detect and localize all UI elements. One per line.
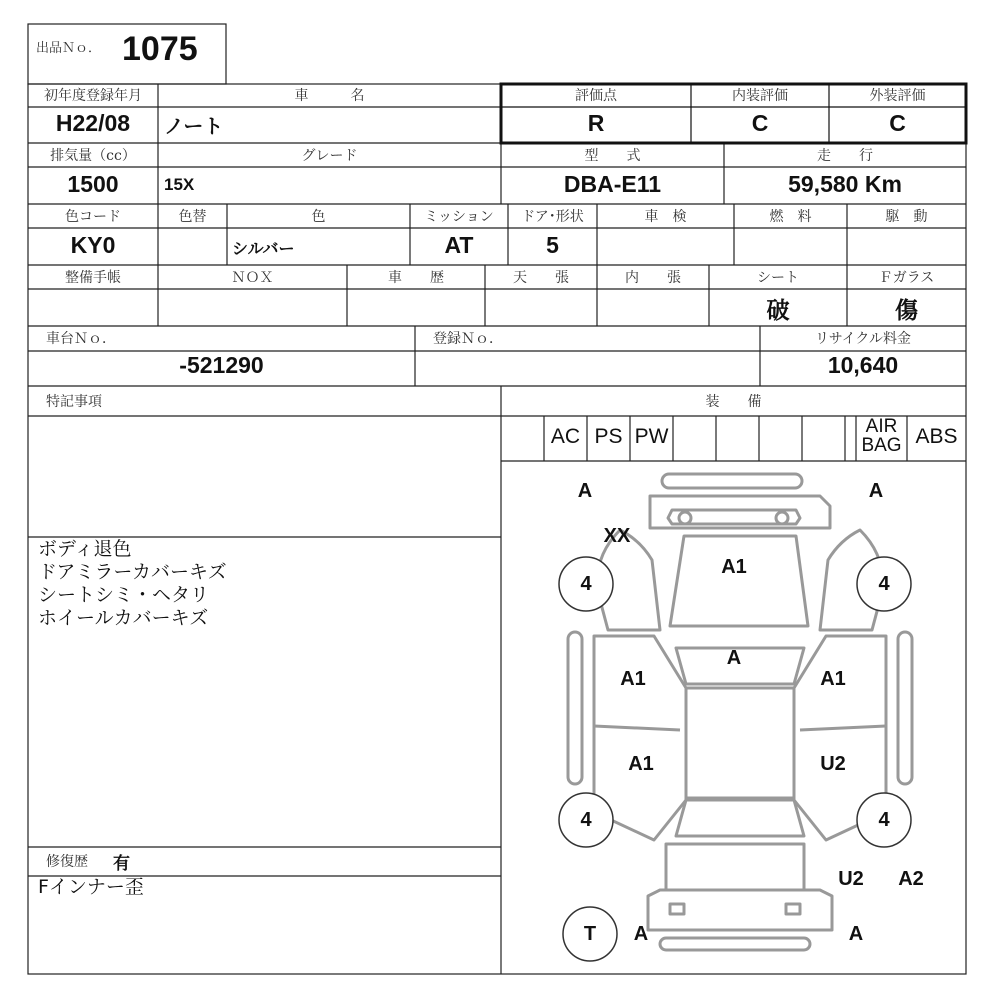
mileage-label: 走 行 [817,148,873,164]
score-value: R [587,110,605,136]
transmission-value: AT [444,232,474,258]
color-code-value: KY0 [70,232,116,258]
mark-front-door-right: A1 [820,668,846,690]
mark-rear-right: A2 [898,868,924,890]
color-change-label: 色替 [178,209,207,225]
mark-bonnet-edge: XX [603,525,631,547]
fuel-label: 燃 料 [769,209,812,225]
mark-front-door-left: A1 [620,668,646,690]
reg-date-value: H22/08 [55,110,131,136]
interior-score-value: C [751,110,769,136]
mark-rear-left-corner: A [633,923,649,945]
inspection-label: 車 検 [644,209,687,225]
headliner-label: 天 張 [513,270,569,286]
recycle-label: リサイクル料金 [814,331,912,347]
color-code-label: 色コード [65,209,121,225]
equip-airbag: AIR BAG [861,416,902,456]
mark-tyre-rl: 4 [580,809,592,831]
model-value: DBA-E11 [563,171,662,197]
mark-windshield: A [726,647,742,669]
drive-label: 駆 動 [885,209,928,225]
seat-value: 破 [766,297,790,324]
lot-number-label: 出品Ｎｏ． [36,41,102,56]
fglass-value: 傷 [895,297,918,324]
equip-ac: AC [550,425,581,448]
mark-spare-tyre: T [583,923,597,945]
doors-value: 5 [546,232,559,258]
grade-label: グレード [301,148,358,164]
mark-rear-right-corner: A [848,923,864,945]
mileage-value: 59,580 Km [788,171,902,197]
repair-value: 有 [113,854,130,874]
tailgate-outline [666,844,804,890]
model-label: 型 式 [584,148,641,164]
exterior-score-label: 外装評価 [869,88,926,104]
color-label: 色 [311,209,326,225]
interior-score-label: 内装評価 [732,88,788,104]
mark-rear-door-left: A1 [628,753,654,775]
history-label: 車 歴 [388,270,444,286]
color-value: シルバー [232,239,295,258]
lot-number: 1075 [122,30,198,68]
nox-label: ＮＯＸ [231,270,274,286]
mark-bonnet: A1 [721,556,747,578]
bonnet-outline [670,536,808,626]
grade-value: 15X [164,175,195,194]
notes-label: 特記事項 [46,394,102,410]
equip-pw: PW [634,425,669,448]
reg-date-label: 初年度登録年月 [44,88,142,104]
note-line: ボディ退色 [38,538,132,560]
chassis-value: -521290 [179,352,264,378]
doors-label: ドア･形状 [521,209,584,225]
recycle-value: 10,640 [827,352,899,378]
rear-glass-outline [676,800,804,836]
displacement-label: 排気量（cc） [50,148,136,164]
mark-front-right-corner: A [868,480,884,502]
equipment-label: 装 備 [705,394,762,410]
notes-list [38,538,227,630]
chassis-label: 車台Ｎｏ． [46,331,116,347]
interior-trim-label: 内 張 [625,270,681,286]
fglass-label: Ｆガラス [878,270,935,286]
mark-tyre-fl: 4 [580,573,592,595]
note-line: ホイールカバーキズ [38,607,209,629]
car-name-label: 車 名 [294,88,365,104]
mark-tyre-rr: 4 [878,809,890,831]
note-line: ドアミラーカバーキズ [38,561,227,583]
mark-rear-quarter: U2 [838,868,864,890]
maintenance-label: 整備手帳 [65,270,121,286]
registration-label: 登録Ｎｏ． [433,331,503,347]
score-label: 評価点 [575,88,617,104]
repair-label: 修復歴 [46,854,88,870]
mark-front-left-corner: A [577,480,593,502]
seat-label: シート [757,270,799,286]
exterior-score-value: C [889,110,906,136]
car-name-value: ノート [164,114,224,138]
displacement-value: 1500 [67,171,119,197]
roof-outline [686,688,794,798]
equip-abs: ABS [915,425,958,448]
transmission-label: ミッション [424,209,494,225]
note-line: シートシミ・ヘタリ [38,584,210,606]
rear-bumper-outline [648,890,832,930]
repair-line: Fインナー歪 [38,876,144,898]
equip-ps: PS [594,425,623,448]
mark-tyre-fr: 4 [878,573,890,595]
mark-rear-door-right: U2 [820,753,846,775]
